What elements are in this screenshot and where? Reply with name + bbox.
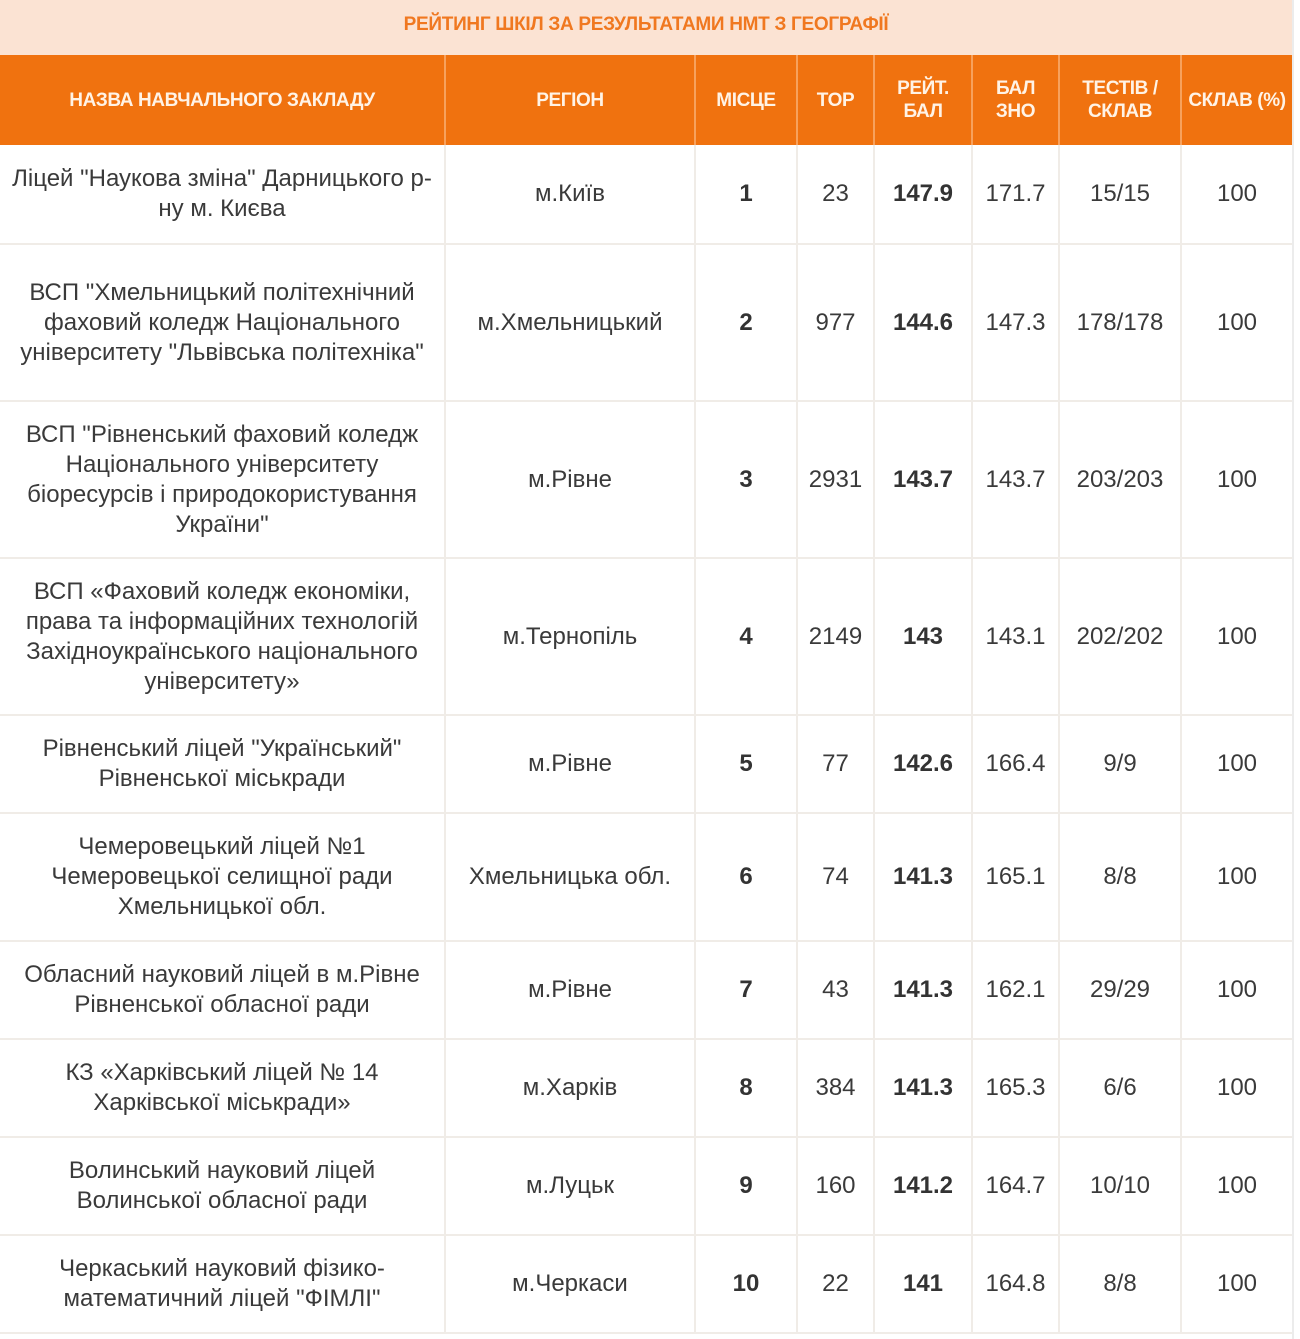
cell-pass: 100 <box>1181 1235 1292 1333</box>
table-row <box>0 941 1292 1039</box>
cell-score: 164.8 <box>972 1235 1059 1333</box>
header-tests[interactable]: ТЕСТІВ / СКЛАВ <box>1059 55 1181 145</box>
cell-tests: 202/202 <box>1059 558 1181 715</box>
table-row <box>0 244 1292 401</box>
cell-school-name: ВСП "Хмельницький політехнічний фаховий коледж Національного університету "Львівська політехніка" <box>0 244 445 401</box>
cell-region: м.Луцьк <box>445 1137 695 1235</box>
cell-score: 147.3 <box>972 244 1059 401</box>
cell-top: 384 <box>797 1039 874 1137</box>
cell-place: 2 <box>695 244 797 401</box>
header-pass[interactable]: СКЛАВ (%) <box>1181 55 1292 145</box>
cell-pass: 100 <box>1181 813 1292 941</box>
cell-rating: 144.6 <box>874 244 972 401</box>
cell-score: 164.7 <box>972 1137 1059 1235</box>
cell-school-name: Рівненський ліцей "Український" Рівненської міськради <box>0 715 445 813</box>
cell-top: 23 <box>797 145 874 244</box>
cell-pass: 100 <box>1181 941 1292 1039</box>
cell-rating: 142.6 <box>874 715 972 813</box>
cell-place: 4 <box>695 558 797 715</box>
cell-region: м.Тернопіль <box>445 558 695 715</box>
cell-place: 7 <box>695 941 797 1039</box>
cell-region: м.Рівне <box>445 401 695 558</box>
cell-top: 22 <box>797 1235 874 1333</box>
cell-school-name: Чемеровецький ліцей №1 Чемеровецької селищної ради Хмельницької обл. <box>0 813 445 941</box>
cell-tests: 8/8 <box>1059 1235 1181 1333</box>
header-top[interactable]: TOP <box>797 55 874 145</box>
cell-tests: 178/178 <box>1059 244 1181 401</box>
cell-rating: 141.3 <box>874 813 972 941</box>
ranking-table <box>0 55 1292 1334</box>
cell-top: 2931 <box>797 401 874 558</box>
table-row <box>0 813 1292 941</box>
cell-score: 165.1 <box>972 813 1059 941</box>
cell-score: 165.3 <box>972 1039 1059 1137</box>
table-row <box>0 145 1292 244</box>
cell-region: м.Рівне <box>445 941 695 1039</box>
cell-pass: 100 <box>1181 401 1292 558</box>
table-caption: РЕЙТИНГ ШКІЛ ЗА РЕЗУЛЬТАТАМИ НМТ З ГЕОГРАФІЇ <box>0 0 1292 55</box>
cell-score: 162.1 <box>972 941 1059 1039</box>
cell-top: 2149 <box>797 558 874 715</box>
cell-place: 5 <box>695 715 797 813</box>
cell-tests: 29/29 <box>1059 941 1181 1039</box>
header-place[interactable]: МІСЦЕ <box>695 55 797 145</box>
cell-score: 166.4 <box>972 715 1059 813</box>
cell-school-name: ВСП "Рівненський фаховий коледж Національного університету біоресурсів і природокористування України" <box>0 401 445 558</box>
cell-rating: 143 <box>874 558 972 715</box>
cell-tests: 9/9 <box>1059 715 1181 813</box>
cell-region: м.Харків <box>445 1039 695 1137</box>
cell-rating: 141.3 <box>874 1039 972 1137</box>
cell-place: 8 <box>695 1039 797 1137</box>
cell-top: 977 <box>797 244 874 401</box>
cell-rating: 141.3 <box>874 941 972 1039</box>
cell-score: 143.1 <box>972 558 1059 715</box>
cell-region: м.Рівне <box>445 715 695 813</box>
cell-tests: 8/8 <box>1059 813 1181 941</box>
table-row <box>0 1235 1292 1333</box>
cell-school-name: КЗ «Харківський ліцей № 14 Харківської міськради» <box>0 1039 445 1137</box>
header-region[interactable]: РЕГІОН <box>445 55 695 145</box>
cell-school-name: Ліцей "Наукова зміна" Дарницького р-ну м. Києва <box>0 145 445 244</box>
cell-tests: 203/203 <box>1059 401 1181 558</box>
cell-tests: 6/6 <box>1059 1039 1181 1137</box>
cell-rating: 147.9 <box>874 145 972 244</box>
cell-place: 1 <box>695 145 797 244</box>
table-row <box>0 1137 1292 1235</box>
cell-pass: 100 <box>1181 715 1292 813</box>
cell-top: 160 <box>797 1137 874 1235</box>
cell-score: 171.7 <box>972 145 1059 244</box>
cell-tests: 15/15 <box>1059 145 1181 244</box>
cell-region: м.Хмельницький <box>445 244 695 401</box>
cell-top: 43 <box>797 941 874 1039</box>
header-name[interactable]: НАЗВА НАВЧАЛЬНОГО ЗАКЛАДУ <box>0 55 445 145</box>
cell-pass: 100 <box>1181 1137 1292 1235</box>
table-row <box>0 715 1292 813</box>
header-score[interactable]: БАЛ ЗНО <box>972 55 1059 145</box>
cell-rating: 143.7 <box>874 401 972 558</box>
header-rating[interactable]: РЕЙТ. БАЛ <box>874 55 972 145</box>
cell-region: м.Черкаси <box>445 1235 695 1333</box>
table-row <box>0 558 1292 715</box>
cell-pass: 100 <box>1181 145 1292 244</box>
cell-top: 74 <box>797 813 874 941</box>
cell-school-name: Обласний науковий ліцей в м.Рівне Рівненської обласної ради <box>0 941 445 1039</box>
cell-region: Хмельницька обл. <box>445 813 695 941</box>
cell-place: 6 <box>695 813 797 941</box>
cell-place: 10 <box>695 1235 797 1333</box>
cell-place: 9 <box>695 1137 797 1235</box>
cell-place: 3 <box>695 401 797 558</box>
cell-rating: 141.2 <box>874 1137 972 1235</box>
cell-tests: 10/10 <box>1059 1137 1181 1235</box>
cell-pass: 100 <box>1181 244 1292 401</box>
cell-school-name: Черкаський науковий фізико-математичний ліцей "ФІМЛІ" <box>0 1235 445 1333</box>
cell-score: 143.7 <box>972 401 1059 558</box>
table-row <box>0 1039 1292 1137</box>
cell-region: м.Київ <box>445 145 695 244</box>
cell-rating: 141 <box>874 1235 972 1333</box>
cell-school-name: ВСП «Фаховий коледж економіки, права та інформаційних технологій Західноукраїнського національного університету» <box>0 558 445 715</box>
table-row <box>0 401 1292 558</box>
cell-pass: 100 <box>1181 558 1292 715</box>
table-header-row <box>0 55 1292 145</box>
cell-pass: 100 <box>1181 1039 1292 1137</box>
cell-school-name: Волинський науковий ліцей Волинської обласної ради <box>0 1137 445 1235</box>
cell-top: 77 <box>797 715 874 813</box>
